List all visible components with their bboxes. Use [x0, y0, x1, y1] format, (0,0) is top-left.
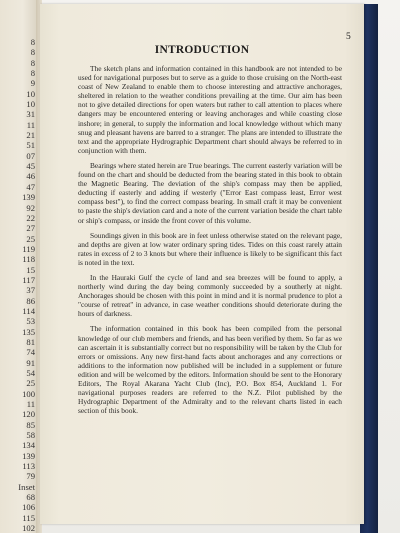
index-number: 114	[22, 305, 35, 316]
index-number: 58	[26, 430, 35, 441]
index-number: 8	[30, 68, 35, 79]
index-number: 74	[26, 347, 35, 358]
index-number: 21	[26, 130, 35, 141]
index-number: 11	[26, 399, 35, 410]
paragraph: Soundings given in this book are in feet unless otherwise stated on the relevant page, and depths are given at low water ordinary spring tides. Tides on this coast rarely attain rates in excess of 2 to 3 knots but where their influence is likely to be significant this fact is noted in the text.	[78, 230, 342, 267]
index-number: 51	[26, 140, 35, 151]
index-number: 25	[26, 378, 35, 389]
paragraph: Bearings where stated herein are True bearings. The current easterly variation will be found on the chart and should be deducted from the bearing stated in this book to obtain the Magnetic Bearing. The deviation of the ship's compass may then be applied, deducting if easterly and adding if westerly ("Error East compass least, Error west compass best"), to find the correct compass bearing. In small craft it may be convenient to paste the ship's deviation card and a note of the current variation beside the chart table or ship's compass, or inside the front cover of this volume.	[78, 160, 342, 225]
index-number: 68	[26, 492, 35, 503]
index-number: 102	[22, 523, 35, 533]
index-number: 81	[26, 336, 35, 347]
index-number: 46	[26, 171, 35, 182]
index-number: 53	[26, 316, 35, 327]
book-page	[40, 4, 364, 524]
index-number: Inset	[18, 481, 35, 492]
paragraph: The sketch plans and information contained in this handbook are not intended to be used for navigational purposes but to serve as a guide to those cruising on the North-east coast of New Zealand to enable them to choose interesting and attractive anchorages, sheltered in relation to the weather conditions prevailing at the time. Our aim has been not to give detailed directions for open waters but rather to call attention to places where dangers may be encountered entering or leaving anchorages and while coasting close inshore; in general, to supply the information and local knowledge without which many snug and pleasant havens are barred to a stranger. The plans are intended to illustrate the text and the appropriate Hydrographic Department chart should always be referred to in conjunction with them.	[78, 64, 342, 155]
index-number: 139	[22, 450, 35, 461]
index-number: 8	[30, 47, 35, 58]
index-number: 8	[30, 37, 35, 47]
index-number: 37	[26, 285, 35, 296]
index-number: 117	[22, 274, 35, 285]
index-number: 92	[26, 202, 35, 213]
index-number: 07	[26, 150, 35, 161]
index-number: 134	[22, 440, 35, 451]
index-number: 115	[22, 512, 35, 523]
page-title: INTRODUCTION	[154, 44, 250, 56]
index-number: 120	[22, 409, 35, 420]
index-number: 139	[22, 192, 35, 203]
body-text	[78, 64, 342, 421]
facing-index-page	[0, 0, 38, 533]
index-number: 10	[26, 99, 35, 110]
index-number: 85	[26, 419, 35, 430]
index-number: 119	[22, 243, 35, 254]
index-number: 31	[26, 109, 35, 120]
index-number: 100	[22, 388, 35, 399]
index-number: 86	[26, 295, 35, 306]
index-page-numbers	[1, 37, 35, 533]
page-number: 5	[346, 32, 351, 42]
index-number: 11	[26, 119, 35, 130]
index-number: 10	[26, 88, 35, 99]
index-number: 113	[22, 461, 35, 472]
index-number: 91	[26, 357, 35, 368]
index-number: 54	[26, 368, 35, 378]
index-number: 135	[22, 326, 35, 337]
index-number: 47	[26, 181, 35, 192]
paragraph: In the Hauraki Gulf the cycle of land and sea breezes will be found to apply, a northerly wind during the day being commonly succeeded by a southerly at night. Anchorages should be chosen with this point in mind and it is normal prudence to plot a "course of retreat" in advance, in case weather conditions should deteriorate during the hours of darkness.	[78, 272, 342, 319]
index-number: 106	[22, 502, 35, 513]
index-number: 27	[26, 223, 35, 234]
index-number: 22	[26, 212, 35, 223]
index-number: 25	[26, 233, 35, 244]
index-number: 79	[26, 471, 35, 482]
paragraph: The information contained in this book has been compiled from the personal knowledge of our club members and friends, and has been verified by them. So far as we can ascertain it is substantially correct but no responsibility will be taken by the Club for errors or omissions. Any new first-hand facts about anchorages and any corrections or additions to the information now published will be included in a supplement or future edition and will be welcomed by the editors. Information should be sent to the Honorary Editors, The Royal Akarana Yacht Club (Inc), P.O. Box 854, Auckland 1. For navigational purposes readers are referred to the N.Z. Pilot published by the Hydrographic Department of the Admiralty and to the relevant charts listed in each section of this book.	[78, 324, 342, 416]
index-number: 8	[30, 57, 35, 68]
index-number: 118	[22, 254, 35, 265]
index-number: 9	[30, 78, 35, 89]
index-number: 15	[26, 264, 35, 275]
index-number: 45	[26, 161, 35, 172]
